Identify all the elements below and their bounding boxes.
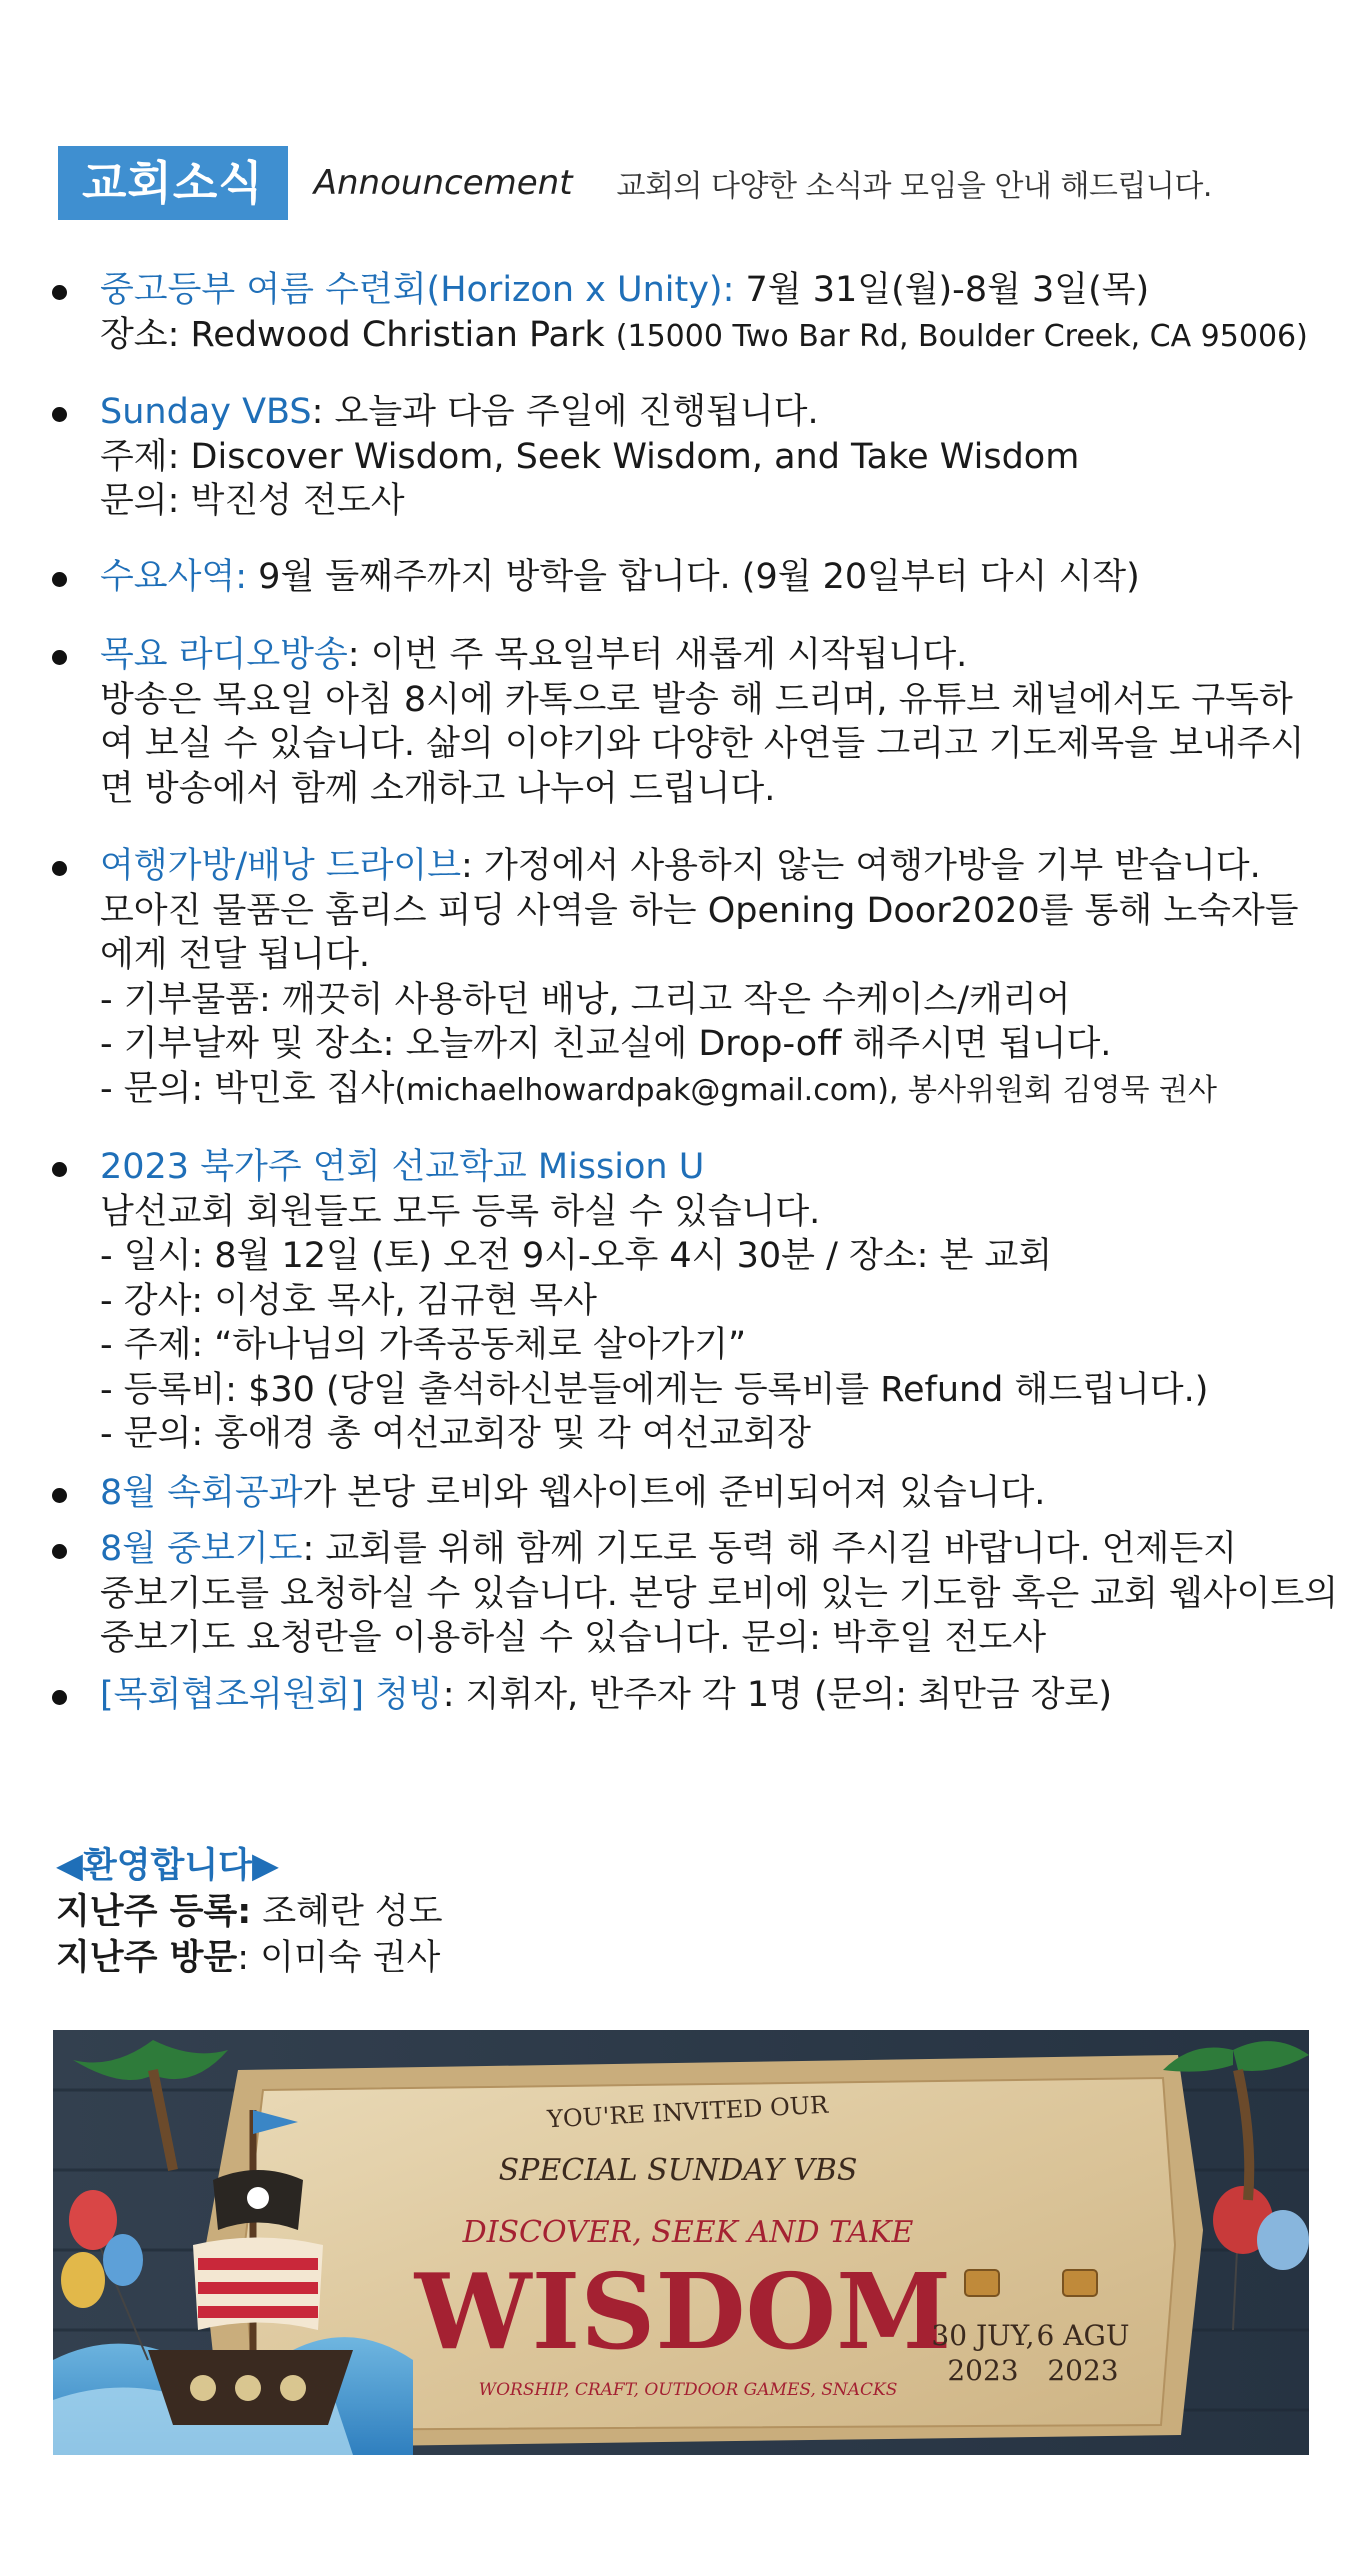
section-header [58, 145, 1212, 221]
item-text: 가 본당 로비와 웹사이트에 준비되어져 있습니다. [302, 1472, 1046, 1513]
registered-value: 조혜란 성도 [251, 1892, 443, 1932]
item-line: - 기부날짜 및 장소: 오늘까지 친교실에 Drop-off 해주시면 됩니다. [100, 1024, 1112, 1064]
bullet-icon [52, 1690, 67, 1705]
section-title-badge: 교회소식 [58, 146, 288, 220]
item-line: 주제: Discover Wisdom, Seek Wisdom, and Take Wisdom [100, 436, 1080, 477]
bullet-icon [52, 1162, 67, 1177]
item-line-small: (15000 Two Bar Rd, Boulder Creek, CA 95006) [615, 318, 1308, 354]
bullet-icon [52, 407, 67, 422]
item-highlight: 8월 중보기도 [100, 1529, 303, 1569]
announcement-list [0, 268, 1359, 1717]
announcement-item [0, 1471, 1359, 1516]
item-highlight: 2023 북가주 연회 선교학교 Mission U [100, 1147, 705, 1187]
banner-date2: 6 AGU [1036, 2319, 1130, 2352]
welcome-title: ◀환영합니다▶ [56, 1846, 279, 1886]
announcement-item [0, 844, 1359, 1113]
item-line: 에게 전달 됩니다. [100, 935, 371, 975]
banner-activities: WORSHIP, CRAFT, OUTDOOR GAMES, SNACKS [478, 2380, 898, 2400]
item-text: : 이번 주 목요일부터 새롭게 시작됩니다. [347, 635, 968, 675]
item-line: 중보기도를 요청하실 수 있습니다. 본당 로비에 있는 기도함 혹은 교회 웹사이트의 [100, 1573, 1339, 1614]
visited-label: 지난주 방문 [56, 1938, 238, 1978]
announcement-item [0, 1527, 1359, 1661]
announcement-item [0, 390, 1359, 524]
registered-label: 지난주 등록: [56, 1892, 252, 1932]
item-highlight: 목요 라디오방송 [100, 635, 348, 675]
bullet-icon [52, 572, 67, 587]
item-line: - 강사: 이성호 목사, 김규현 목사 [100, 1280, 597, 1321]
announcement-item [0, 555, 1359, 600]
bullet-icon [52, 1488, 67, 1503]
bullet-icon [52, 1544, 67, 1559]
visited-value: : 이미숙 권사 [237, 1938, 441, 1978]
item-line: - 주제: “하나님의 가족공동체로 살아가기” [100, 1325, 747, 1365]
item-line: - 문의: 박민호 집사 [100, 1068, 395, 1109]
banner-year1: 2023 [947, 2354, 1019, 2387]
item-line: - 문의: 홍애경 총 여선교회장 및 각 여선교회장 [100, 1414, 811, 1454]
item-line: 여 보실 수 있습니다. 삶의 이야기와 다양한 사연들 그리고 기도제목을 보내주시 [100, 724, 1305, 764]
item-text: 7월 31일(월)-8월 3일(목) [734, 270, 1150, 310]
announcement-item [0, 633, 1359, 811]
banner-tagline: DISCOVER, SEEK AND TAKE [462, 2215, 914, 2250]
vbs-banner-illustration [53, 2030, 1309, 2455]
item-highlight: 수요사역: [100, 556, 248, 597]
item-text: 9월 둘째주까지 방학을 합니다. (9월 20일부터 다시 시작) [247, 556, 1140, 597]
announcement-item [0, 1145, 1359, 1457]
item-highlight: 중고등부 여름 수련회(Horizon x Unity): [100, 270, 735, 310]
item-line: 면 방송에서 함께 소개하고 나누어 드립니다. [100, 768, 776, 809]
item-highlight: 여행가방/배낭 드라이브 [100, 846, 462, 886]
item-line: 중보기도 요청란을 이용하실 수 있습니다. 문의: 박후일 전도사 [100, 1618, 1047, 1658]
bullet-icon [52, 650, 67, 665]
item-line: 남선교회 회원들도 모두 등록 하실 수 있습니다. [100, 1191, 821, 1232]
item-text: : 오늘과 다음 주일에 진행됩니다. [311, 392, 819, 432]
item-highlight: [목회협조위원회] 청빙 [100, 1674, 443, 1715]
item-line-small: (michaelhowardpak@gmail.com), 봉사위원회 김영묵 권사 [394, 1072, 1217, 1108]
item-highlight: 8월 속회공과 [100, 1472, 303, 1513]
banner-special: SPECIAL SUNDAY VBS [498, 2153, 858, 2188]
announcement-item [0, 268, 1359, 359]
bullet-icon [52, 861, 67, 876]
item-highlight: Sunday VBS [100, 392, 312, 432]
item-line: 장소: Redwood Christian Park [100, 314, 616, 355]
item-line: 모아진 물품은 홈리스 피딩 사역을 하는 Opening Door2020를 통해 노숙자들 [100, 890, 1299, 931]
item-line: 방송은 목요일 아침 8시에 카톡으로 발송 해 드리며, 유튜브 채널에서도 구독하 [100, 679, 1293, 720]
banner-year2: 2023 [1047, 2354, 1119, 2387]
item-line: - 기부물품: 깨끗히 사용하던 배낭, 그리고 작은 수케이스/캐리어 [100, 979, 1071, 1020]
welcome-section [56, 1843, 443, 1981]
section-description: 교회의 다양한 소식과 모임을 안내 해드립니다. [616, 169, 1212, 204]
item-line: - 일시: 8월 12일 (토) 오전 9시-오후 4시 30분 / 장소: 본 교회 [100, 1236, 1053, 1276]
item-line: 문의: 박진성 전도사 [100, 481, 405, 521]
banner-invited: YOU'RE INVITED OUR [546, 2090, 829, 2134]
section-title-english: Announcement [313, 163, 573, 203]
item-text: : 가정에서 사용하지 않는 여행가방을 기부 받습니다. [461, 846, 1261, 886]
vbs-banner [53, 2030, 1309, 2455]
item-text: : 지휘자, 반주자 각 1명 (문의: 최만금 장로) [442, 1674, 1113, 1715]
bullet-icon [52, 285, 67, 300]
item-line: - 등록비: $30 (당일 출석하신분들에게는 등록비를 Refund 해드립니다.) [100, 1369, 1209, 1410]
banner-date1: 30 JUY, [931, 2319, 1035, 2352]
announcement-item [0, 1673, 1359, 1718]
banner-wisdom: WISDOM [414, 2250, 952, 2373]
item-text: : 교회를 위해 함께 기도로 동력 해 주시길 바랍니다. 언제든지 [302, 1529, 1237, 1569]
